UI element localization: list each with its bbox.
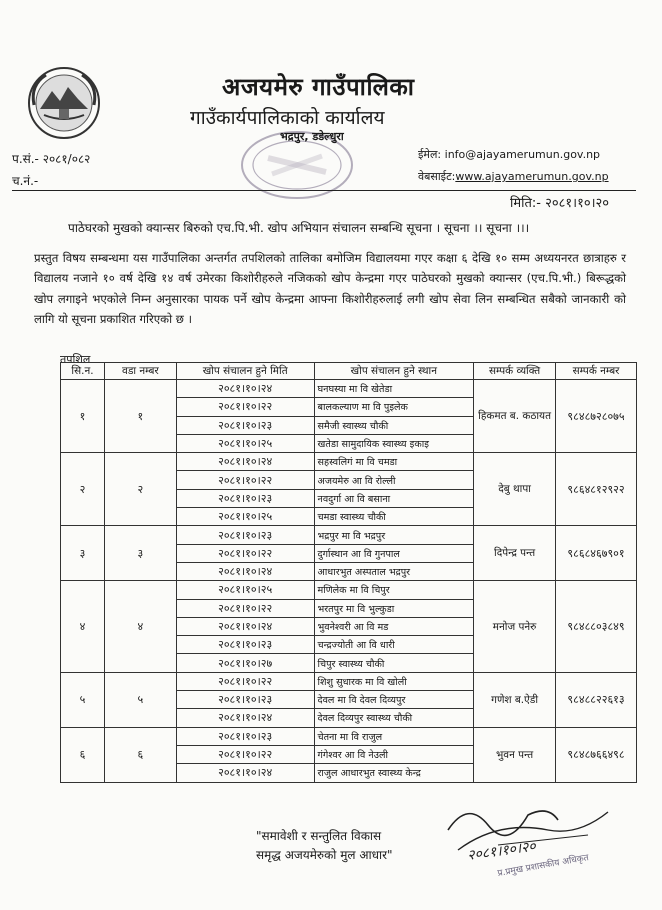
vaccination-place-cell: चेतना मा वि राजुल xyxy=(314,727,474,745)
contact-person-cell: भुवन पन्त xyxy=(474,727,556,782)
vaccination-date-cell: २०८१।१०।२२ xyxy=(176,599,314,617)
vaccination-date-cell: २०८१।१०।२४ xyxy=(176,764,314,782)
header-ward: वडा नम्बर xyxy=(104,363,176,380)
svg-text:२०८१।१०।२०: २०८१।१०।२० xyxy=(466,838,537,864)
vaccination-place-cell: अजयमेरु आ वि रोल्ली xyxy=(314,471,474,489)
contact-number-cell: ९८६८४६७९०१ xyxy=(556,526,637,581)
header-phone: सम्पर्क नम्बर xyxy=(556,363,637,380)
vaccination-place-cell: नवदुर्गा आ वि बसाना xyxy=(314,489,474,507)
serial-number-cell: ५ xyxy=(61,672,105,727)
vaccination-date-cell: २०८१।१०।२५ xyxy=(176,581,314,599)
table-row xyxy=(61,526,637,544)
ward-number-cell: ६ xyxy=(104,727,176,782)
email-line xyxy=(418,147,600,162)
contact-number-cell: ९८४८७६६४९८ xyxy=(556,727,637,782)
contact-person-cell: देबु थापा xyxy=(474,453,556,526)
ward-number-cell: २ xyxy=(104,453,176,526)
vaccination-date-cell: २०८१।१०।२३ xyxy=(176,526,314,544)
contact-number-cell: ९८४८८०३८४९ xyxy=(556,581,637,672)
header-divider xyxy=(12,190,636,191)
contact-person-cell: मनोज पनेरु xyxy=(474,581,556,672)
serial-number-cell: ६ xyxy=(61,727,105,782)
vaccination-place-cell: समैजी स्वास्थ्य चौकी xyxy=(314,416,474,434)
office-subtitle: गाउँकार्यपालिकाको कार्यालय xyxy=(190,107,385,129)
vaccination-place-cell: राजुल आधारभुत स्वास्थ्य केन्द्र xyxy=(314,764,474,782)
vaccination-date-cell: २०८१।१०।२५ xyxy=(176,508,314,526)
dispatch-number: च.नं.- xyxy=(12,174,39,188)
municipality-emblem-logo xyxy=(26,65,102,141)
table-row xyxy=(61,727,637,745)
contact-person-cell: दिपेन्द्र पन्त xyxy=(474,526,556,581)
table-header-row xyxy=(61,363,637,380)
vaccination-place-cell: भरतपुर मा वि भुल्कुडा xyxy=(314,599,474,617)
vaccination-date-cell: २०८१।१०।२३ xyxy=(176,489,314,507)
vaccination-place-cell: दुर्गास्थान आ वि गुनपाल xyxy=(314,544,474,562)
website-line xyxy=(418,169,609,184)
ward-number-cell: ३ xyxy=(104,526,176,581)
table-body xyxy=(61,380,637,783)
vaccination-date-cell: २०८१।१०।२३ xyxy=(176,416,314,434)
vaccination-place-cell: बालकल्याण मा वि पुइलेक xyxy=(314,398,474,416)
vaccination-date-cell: २०८१।१०।२३ xyxy=(176,691,314,709)
vaccination-date-cell: २०८१।१०।२३ xyxy=(176,636,314,654)
vaccination-place-cell: घनघस्या मा वि खेतेडा xyxy=(314,380,474,398)
vaccination-date-cell: २०८१।१०।२४ xyxy=(176,453,314,471)
vaccination-place-cell: शिशु सुधारक मा वि खोली xyxy=(314,672,474,690)
vaccination-place-cell: मणिलेक मा वि चिपुर xyxy=(314,581,474,599)
notice-subject: पाठेघरको मुखको क्यान्सर बिरुको एच.पि.भी. खोप अभियान संचालन सम्बन्धि सूचना । सूचना ।। सूचना ।।। xyxy=(68,221,530,235)
header-place: खोप संचालन हुने स्थान xyxy=(314,363,474,380)
vaccination-place-cell: चन्द्रज्योती आ वि धारी xyxy=(314,636,474,654)
vaccination-date-cell: २०८१।१०।२२ xyxy=(176,471,314,489)
vaccination-date-cell: २०८१।१०।२२ xyxy=(176,672,314,690)
header-date: खोप संचालन हुने मिति xyxy=(176,363,314,380)
vaccination-date-cell: २०८१।१०।२३ xyxy=(176,727,314,745)
vaccination-date-cell: २०८१।१०।२४ xyxy=(176,380,314,398)
ward-number-cell: ४ xyxy=(104,581,176,672)
ward-number-cell: ५ xyxy=(104,672,176,727)
svg-text:प्र.प्रमुख प्रशासकीय अधिकृत: प्र.प्रमुख प्रशासकीय अधिकृत xyxy=(496,853,590,879)
serial-number-cell: ४ xyxy=(61,581,105,672)
vaccination-date-cell: २०८१।१०।२४ xyxy=(176,562,314,580)
website-link[interactable]: www.ajayamerumun.gov.np xyxy=(455,170,609,183)
vaccination-place-cell: खतेडा सामुदायिक स्वास्थ्य इकाइ xyxy=(314,434,474,452)
website-label: वेबसाईट: xyxy=(418,170,456,183)
vaccination-place-cell: सहस्वलिगं मा वि चमडा xyxy=(314,453,474,471)
notice-body: प्रस्तुत विषय सम्बन्धमा यस गाउँपालिका अन्तर्गत तपशिलको तालिका बमोजिम विद्यालयमा गएर कक्षा ६ देखि १० सम्म अध्ययनरत छात्राहरु र विद्यालय नजाने १० वर्ष देखि १४ वर्ष उमेरका किशोरीहरुले नजिकको खोप केन्द्रमा गएर पाठेघरको मुखको क्यान्सर (एच.पि.भी.) बिरूद्धको खोप लगाइने भएकोले निम्न अनुसारका पायक पर्ने खोप केन्द्रमा आफ्ना किशोरीहरुलाई लगी खोप सेवा लिन सम्बन्धित सबैको जानकारी को लागि यो सूचना प्रकाशित गरिएको छ । xyxy=(34,251,626,327)
vaccination-place-cell: देवल दिव्यपुर स्वास्थ्य चौकी xyxy=(314,709,474,727)
vaccination-date-cell: २०८१।१०।२२ xyxy=(176,398,314,416)
table-row xyxy=(61,380,637,398)
table-row xyxy=(61,581,637,599)
office-address: भद्रपुर, डडेल्धुरा xyxy=(280,130,344,143)
header-sn: सि.न. xyxy=(61,363,105,380)
motto-line-2: समृद्ध अजयमेरुको मुल आधार" xyxy=(256,848,393,862)
serial-number-cell: १ xyxy=(61,380,105,453)
vaccination-place-cell: भद्रपुर मा वि भद्रपुर xyxy=(314,526,474,544)
vaccination-date-cell: २०८१।१०।२२ xyxy=(176,544,314,562)
contact-person-cell: हिकमत ब. कठायत xyxy=(474,380,556,453)
vaccination-place-cell: चमडा स्वास्थ्य चौकी xyxy=(314,508,474,526)
officer-signature-stamp xyxy=(438,790,628,880)
table-row xyxy=(61,453,637,471)
vaccination-date-cell: २०८१।१०।२५ xyxy=(176,434,314,452)
motto-line-1: "समावेशी र सन्तुलित विकास xyxy=(256,829,382,843)
vaccination-schedule-table xyxy=(60,362,637,783)
letter-date: मिति:- २०८१।१०।२० xyxy=(510,196,610,211)
vaccination-date-cell: २०८१।१०।२७ xyxy=(176,654,314,672)
vaccination-place-cell: भुवनेश्वरी आ वि मड xyxy=(314,617,474,635)
table-label: तपशिल xyxy=(60,353,91,366)
contact-number-cell: ९८४८८२२६१३ xyxy=(556,672,637,727)
email-label: ईमेल: xyxy=(418,148,442,161)
letter-reference-number: प.सं.- २०८१/०८२ xyxy=(12,152,91,166)
contact-number-cell: ९८६४८१२९२२ xyxy=(556,453,637,526)
serial-number-cell: ३ xyxy=(61,526,105,581)
email-address[interactable]: info@ajayamerumun.gov.np xyxy=(444,148,601,161)
table-row xyxy=(61,672,637,690)
vaccination-date-cell: २०८१।१०।२४ xyxy=(176,709,314,727)
contact-person-cell: गणेश ब.ऐडी xyxy=(474,672,556,727)
vaccination-date-cell: २०८१।१०।२४ xyxy=(176,617,314,635)
contact-number-cell: ९८४८७२८०७५ xyxy=(556,380,637,453)
vaccination-place-cell: आधारभुत अस्पताल भद्रपुर xyxy=(314,562,474,580)
header-contact: सम्पर्क व्यक्ति xyxy=(474,363,556,380)
serial-number-cell: २ xyxy=(61,453,105,526)
vaccination-date-cell: २०८१।१०।२२ xyxy=(176,745,314,763)
ward-number-cell: १ xyxy=(104,380,176,453)
office-name: अजयमेरु गाउँपालिका xyxy=(222,73,415,101)
vaccination-place-cell: चिपुर स्वास्थ्य चौकी xyxy=(314,654,474,672)
vaccination-place-cell: देवल मा वि देवल दिव्यपुर xyxy=(314,691,474,709)
vaccination-place-cell: गंगेश्वर आ वि नेउली xyxy=(314,745,474,763)
